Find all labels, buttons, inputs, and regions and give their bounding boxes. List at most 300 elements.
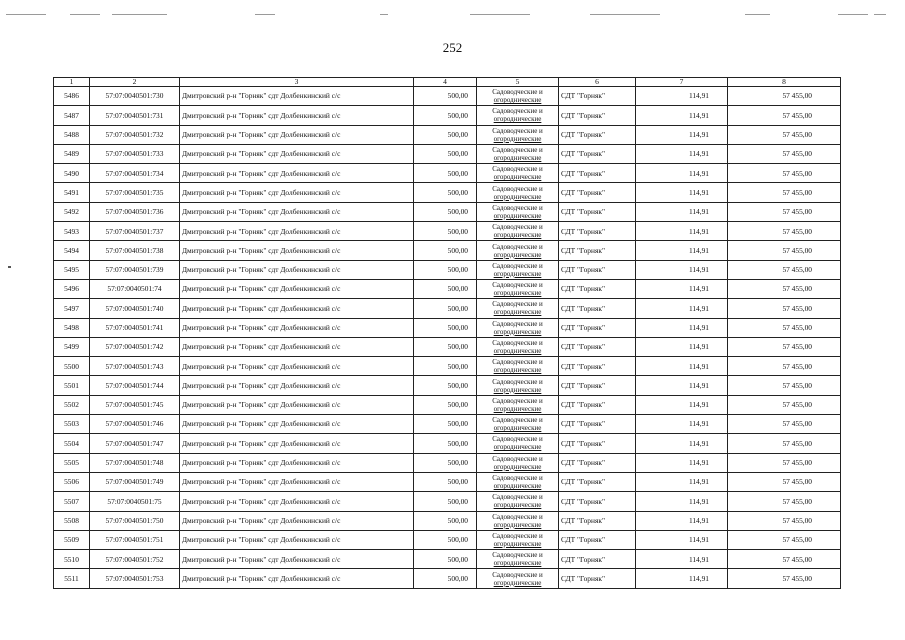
- land-use-line-1: Садоводческие и: [492, 223, 543, 232]
- plot-location: Дмитровский р-н "Горняк" сдт Долбенкинский с/с: [180, 395, 414, 414]
- plot-location: Дмитровский р-н "Горняк" сдт Долбенкинский с/с: [180, 241, 414, 260]
- plot-area: 500,00: [414, 415, 477, 434]
- owner: СДТ "Горняк": [559, 260, 636, 279]
- land-use-line-1: Садоводческие и: [492, 435, 543, 444]
- cadastral-number: 57:07:0040501:748: [90, 453, 180, 472]
- land-use: [477, 492, 559, 511]
- land-use: [477, 434, 559, 453]
- cadastral-number: 57:07:0040501:739: [90, 260, 180, 279]
- land-use-line-1: Садоводческие и: [492, 531, 543, 540]
- plot-location: Дмитровский р-н "Горняк" сдт Долбенкинский с/с: [180, 222, 414, 241]
- land-use-line-2: огороднические: [493, 308, 542, 317]
- land-use-line-2: огороднические: [493, 289, 542, 298]
- plot-area: 500,00: [414, 511, 477, 530]
- land-use: [477, 472, 559, 491]
- table-row: [54, 569, 841, 588]
- land-use: [477, 202, 559, 221]
- row-number: 5497: [54, 299, 90, 318]
- row-number: 5489: [54, 144, 90, 163]
- cadastral-number: 57:07:0040501:744: [90, 376, 180, 395]
- plot-location: Дмитровский р-н "Горняк" сдт Долбенкинский с/с: [180, 472, 414, 491]
- total-value: 57 455,00: [728, 299, 841, 318]
- land-use-line-2: огороднические: [493, 211, 542, 220]
- unit-price: 114,91: [636, 550, 728, 569]
- land-use: [477, 279, 559, 298]
- land-use-line-1: Садоводческие и: [492, 281, 543, 290]
- total-value: 57 455,00: [728, 125, 841, 144]
- cadastral-number: 57:07:0040501:734: [90, 164, 180, 183]
- land-use: [477, 569, 559, 588]
- total-value: 57 455,00: [728, 279, 841, 298]
- plot-location: Дмитровский р-н "Горняк" сдт Долбенкинский с/с: [180, 569, 414, 588]
- margin-mark: [8, 266, 11, 268]
- owner: СДТ "Горняк": [559, 279, 636, 298]
- unit-price: 114,91: [636, 299, 728, 318]
- land-use: [477, 337, 559, 356]
- cadastral-number: 57:07:0040501:736: [90, 202, 180, 221]
- owner: СДТ "Горняк": [559, 357, 636, 376]
- plot-area: 500,00: [414, 569, 477, 588]
- land-use-line-1: Садоводческие и: [492, 493, 543, 502]
- column-number-4: 4: [414, 78, 477, 87]
- table-row: [54, 106, 841, 125]
- land-use-line-1: Садоводческие и: [492, 300, 543, 309]
- land-use: [477, 241, 559, 260]
- row-number: 5492: [54, 202, 90, 221]
- plot-location: Дмитровский р-н "Горняк" сдт Долбенкинский с/с: [180, 550, 414, 569]
- land-use-line-2: огороднические: [493, 96, 542, 105]
- table-row: [54, 279, 841, 298]
- land-use-line-1: Садоводческие и: [492, 146, 543, 155]
- cadastral-number: 57:07:0040501:737: [90, 222, 180, 241]
- row-number: 5488: [54, 125, 90, 144]
- land-use-line-2: огороднические: [493, 250, 542, 259]
- plot-location: Дмитровский р-н "Горняк" сдт Долбенкинский с/с: [180, 106, 414, 125]
- total-value: 57 455,00: [728, 183, 841, 202]
- land-use: [477, 530, 559, 549]
- column-number-5: 5: [477, 78, 559, 87]
- plot-area: 500,00: [414, 337, 477, 356]
- land-use-line-2: огороднические: [493, 192, 542, 201]
- owner: СДТ "Горняк": [559, 106, 636, 125]
- row-number: 5499: [54, 337, 90, 356]
- owner: СДТ "Горняк": [559, 434, 636, 453]
- unit-price: 114,91: [636, 453, 728, 472]
- land-use-line-1: Садоводческие и: [492, 551, 543, 560]
- cadastral-number: 57:07:0040501:747: [90, 434, 180, 453]
- land-use-line-2: огороднические: [493, 385, 542, 394]
- unit-price: 114,91: [636, 530, 728, 549]
- unit-price: 114,91: [636, 144, 728, 163]
- row-number: 5487: [54, 106, 90, 125]
- total-value: 57 455,00: [728, 530, 841, 549]
- plot-area: 500,00: [414, 183, 477, 202]
- land-use-line-2: огороднические: [493, 404, 542, 413]
- unit-price: 114,91: [636, 472, 728, 491]
- land-use: [477, 376, 559, 395]
- land-use-line-2: огороднические: [493, 154, 542, 163]
- row-number: 5510: [54, 550, 90, 569]
- plot-area: 500,00: [414, 453, 477, 472]
- row-number: 5503: [54, 415, 90, 434]
- table-row: [54, 530, 841, 549]
- cadastral-number: 57:07:0040501:752: [90, 550, 180, 569]
- plot-area: 500,00: [414, 125, 477, 144]
- plot-location: Дмитровский р-н "Горняк" сдт Долбенкинский с/с: [180, 434, 414, 453]
- land-use-line-1: Садоводческие и: [492, 512, 543, 521]
- land-use-line-2: огороднические: [493, 501, 542, 510]
- cadastral-number: 57:07:0040501:738: [90, 241, 180, 260]
- unit-price: 114,91: [636, 357, 728, 376]
- cadastral-number: 57:07:0040501:740: [90, 299, 180, 318]
- total-value: 57 455,00: [728, 376, 841, 395]
- plot-area: 500,00: [414, 357, 477, 376]
- table-row: [54, 453, 841, 472]
- row-number: 5501: [54, 376, 90, 395]
- total-value: 57 455,00: [728, 492, 841, 511]
- land-use: [477, 260, 559, 279]
- unit-price: 114,91: [636, 202, 728, 221]
- land-use-line-1: Садоводческие и: [492, 242, 543, 251]
- table-row: [54, 434, 841, 453]
- land-use: [477, 183, 559, 202]
- column-number-7: 7: [636, 78, 728, 87]
- table-row: [54, 144, 841, 163]
- unit-price: 114,91: [636, 376, 728, 395]
- plot-location: Дмитровский р-н "Горняк" сдт Долбенкинский с/с: [180, 87, 414, 106]
- row-number: 5494: [54, 241, 90, 260]
- owner: СДТ "Горняк": [559, 144, 636, 163]
- unit-price: 114,91: [636, 87, 728, 106]
- row-number: 5507: [54, 492, 90, 511]
- land-use-line-2: огороднические: [493, 115, 542, 124]
- owner: СДТ "Горняк": [559, 453, 636, 472]
- plot-location: Дмитровский р-н "Горняк" сдт Долбенкинский с/с: [180, 337, 414, 356]
- row-number: 5504: [54, 434, 90, 453]
- land-use-line-1: Садоводческие и: [492, 570, 543, 579]
- owner: СДТ "Горняк": [559, 125, 636, 144]
- cadastral-number: 57:07:0040501:746: [90, 415, 180, 434]
- land-plot-table: [53, 77, 841, 589]
- owner: СДТ "Горняк": [559, 87, 636, 106]
- plot-area: 500,00: [414, 241, 477, 260]
- cadastral-number: 57:07:0040501:745: [90, 395, 180, 414]
- owner: СДТ "Горняк": [559, 569, 636, 588]
- row-number: 5508: [54, 511, 90, 530]
- unit-price: 114,91: [636, 279, 728, 298]
- column-number-8: 8: [728, 78, 841, 87]
- owner: СДТ "Горняк": [559, 472, 636, 491]
- owner: СДТ "Горняк": [559, 222, 636, 241]
- land-use: [477, 144, 559, 163]
- row-number: 5495: [54, 260, 90, 279]
- land-use: [477, 318, 559, 337]
- land-use-line-2: огороднические: [493, 134, 542, 143]
- plot-area: 500,00: [414, 434, 477, 453]
- plot-location: Дмитровский р-н "Горняк" сдт Долбенкинский с/с: [180, 260, 414, 279]
- land-use-line-2: огороднические: [493, 578, 542, 587]
- table-row: [54, 492, 841, 511]
- land-use-line-1: Садоводческие и: [492, 107, 543, 116]
- total-value: 57 455,00: [728, 357, 841, 376]
- land-use-line-2: огороднические: [493, 231, 542, 240]
- total-value: 57 455,00: [728, 415, 841, 434]
- table-row: [54, 125, 841, 144]
- total-value: 57 455,00: [728, 453, 841, 472]
- plot-area: 500,00: [414, 87, 477, 106]
- owner: СДТ "Горняк": [559, 183, 636, 202]
- unit-price: 114,91: [636, 222, 728, 241]
- table-row: [54, 241, 841, 260]
- plot-location: Дмитровский р-н "Горняк" сдт Долбенкинский с/с: [180, 125, 414, 144]
- cadastral-number: 57:07:0040501:753: [90, 569, 180, 588]
- table-row: [54, 183, 841, 202]
- unit-price: 114,91: [636, 164, 728, 183]
- land-use-line-2: огороднические: [493, 173, 542, 182]
- land-use-line-2: огороднические: [493, 424, 542, 433]
- plot-location: Дмитровский р-н "Горняк" сдт Долбенкинский с/с: [180, 164, 414, 183]
- land-use: [477, 87, 559, 106]
- table-row: [54, 415, 841, 434]
- plot-area: 500,00: [414, 164, 477, 183]
- cadastral-number: 57:07:0040501:751: [90, 530, 180, 549]
- column-number-2: 2: [90, 78, 180, 87]
- table-row: [54, 222, 841, 241]
- plot-location: Дмитровский р-н "Горняк" сдт Долбенкинский с/с: [180, 144, 414, 163]
- land-use-line-1: Садоводческие и: [492, 377, 543, 386]
- cadastral-number: 57:07:0040501:749: [90, 472, 180, 491]
- plot-location: Дмитровский р-н "Горняк" сдт Долбенкинский с/с: [180, 376, 414, 395]
- table-row: [54, 550, 841, 569]
- land-use-line-1: Садоводческие и: [492, 474, 543, 483]
- total-value: 57 455,00: [728, 222, 841, 241]
- land-use: [477, 106, 559, 125]
- row-number: 5511: [54, 569, 90, 588]
- plot-area: 500,00: [414, 472, 477, 491]
- land-use: [477, 415, 559, 434]
- total-value: 57 455,00: [728, 472, 841, 491]
- plot-area: 500,00: [414, 279, 477, 298]
- land-use-line-1: Садоводческие и: [492, 358, 543, 367]
- table-row: [54, 337, 841, 356]
- land-use-line-2: огороднические: [493, 482, 542, 491]
- plot-location: Дмитровский р-н "Горняк" сдт Долбенкинский с/с: [180, 453, 414, 472]
- total-value: 57 455,00: [728, 164, 841, 183]
- land-use-line-2: огороднические: [493, 559, 542, 568]
- table-row: [54, 511, 841, 530]
- plot-area: 500,00: [414, 299, 477, 318]
- land-use-line-1: Садоводческие и: [492, 184, 543, 193]
- row-number: 5505: [54, 453, 90, 472]
- row-number: 5506: [54, 472, 90, 491]
- plot-area: 500,00: [414, 222, 477, 241]
- plot-location: Дмитровский р-н "Горняк" сдт Долбенкинский с/с: [180, 279, 414, 298]
- owner: СДТ "Горняк": [559, 550, 636, 569]
- unit-price: 114,91: [636, 318, 728, 337]
- land-use-line-2: огороднические: [493, 269, 542, 278]
- plot-location: Дмитровский р-н "Горняк" сдт Долбенкинский с/с: [180, 318, 414, 337]
- owner: СДТ "Горняк": [559, 318, 636, 337]
- plot-location: Дмитровский р-н "Горняк" сдт Долбенкинский с/с: [180, 183, 414, 202]
- owner: СДТ "Горняк": [559, 511, 636, 530]
- plot-area: 500,00: [414, 492, 477, 511]
- cadastral-number: 57:07:0040501:750: [90, 511, 180, 530]
- row-number: 5491: [54, 183, 90, 202]
- row-number: 5509: [54, 530, 90, 549]
- row-number: 5500: [54, 357, 90, 376]
- table-row: [54, 164, 841, 183]
- land-use-line-2: огороднические: [493, 347, 542, 355]
- cadastral-number: 57:07:0040501:743: [90, 357, 180, 376]
- plot-location: Дмитровский р-н "Горняк" сдт Долбенкинский с/с: [180, 530, 414, 549]
- total-value: 57 455,00: [728, 511, 841, 530]
- total-value: 57 455,00: [728, 337, 841, 356]
- plot-area: 500,00: [414, 376, 477, 395]
- plot-location: Дмитровский р-н "Горняк" сдт Долбенкинский с/с: [180, 357, 414, 376]
- plot-area: 500,00: [414, 202, 477, 221]
- total-value: 57 455,00: [728, 569, 841, 588]
- cadastral-number: 57:07:0040501:732: [90, 125, 180, 144]
- plot-location: Дмитровский р-н "Горняк" сдт Долбенкинский с/с: [180, 299, 414, 318]
- owner: СДТ "Горняк": [559, 376, 636, 395]
- owner: СДТ "Горняк": [559, 202, 636, 221]
- cadastral-number: 57:07:0040501:74: [90, 279, 180, 298]
- row-number: 5486: [54, 87, 90, 106]
- row-number: 5493: [54, 222, 90, 241]
- row-number: 5490: [54, 164, 90, 183]
- table-body: [54, 87, 841, 589]
- plot-area: 500,00: [414, 106, 477, 125]
- column-number-6: 6: [559, 78, 636, 87]
- column-number-1: 1: [54, 78, 90, 87]
- owner: СДТ "Горняк": [559, 241, 636, 260]
- unit-price: 114,91: [636, 183, 728, 202]
- plot-location: Дмитровский р-н "Горняк" сдт Долбенкинский с/с: [180, 511, 414, 530]
- plot-area: 500,00: [414, 395, 477, 414]
- cadastral-number: 57:07:0040501:730: [90, 87, 180, 106]
- column-number-row: [54, 78, 841, 87]
- unit-price: 114,91: [636, 241, 728, 260]
- unit-price: 114,91: [636, 511, 728, 530]
- land-use: [477, 395, 559, 414]
- cadastral-number: 57:07:0040501:742: [90, 337, 180, 356]
- land-use: [477, 357, 559, 376]
- table-row: [54, 357, 841, 376]
- unit-price: 114,91: [636, 260, 728, 279]
- total-value: 57 455,00: [728, 434, 841, 453]
- table-row: [54, 395, 841, 414]
- page-number: 252: [442, 40, 463, 55]
- owner: СДТ "Горняк": [559, 164, 636, 183]
- land-use-line-2: огороднические: [493, 366, 542, 375]
- owner: СДТ "Горняк": [559, 395, 636, 414]
- land-use: [477, 511, 559, 530]
- land-use-line-2: огороднические: [493, 443, 542, 452]
- land-use-line-1: Садоводческие и: [492, 165, 543, 174]
- table-row: [54, 376, 841, 395]
- plot-area: 500,00: [414, 318, 477, 337]
- table-row: [54, 87, 841, 106]
- table-row: [54, 318, 841, 337]
- land-use-line-2: огороднические: [493, 327, 542, 336]
- land-use-line-1: Садоводческие и: [492, 396, 543, 405]
- plot-location: Дмитровский р-н "Горняк" сдт Долбенкинский с/с: [180, 492, 414, 511]
- land-use-line-2: огороднические: [493, 462, 542, 471]
- cadastral-number: 57:07:0040501:733: [90, 144, 180, 163]
- land-use: [477, 222, 559, 241]
- unit-price: 114,91: [636, 125, 728, 144]
- land-use-line-2: огороднические: [493, 539, 542, 548]
- land-use: [477, 550, 559, 569]
- unit-price: 114,91: [636, 492, 728, 511]
- cadastral-number: 57:07:0040501:731: [90, 106, 180, 125]
- row-number: 5498: [54, 318, 90, 337]
- land-use-line-1: Садоводческие и: [492, 261, 543, 270]
- land-use-line-1: Садоводческие и: [492, 454, 543, 463]
- unit-price: 114,91: [636, 415, 728, 434]
- total-value: 57 455,00: [728, 260, 841, 279]
- unit-price: 114,91: [636, 395, 728, 414]
- land-use-line-2: огороднические: [493, 520, 542, 529]
- land-use-line-1: Садоводческие и: [492, 203, 543, 212]
- total-value: 57 455,00: [728, 106, 841, 125]
- total-value: 57 455,00: [728, 550, 841, 569]
- land-use-line-1: Садоводческие и: [492, 339, 543, 347]
- total-value: 57 455,00: [728, 318, 841, 337]
- land-use: [477, 125, 559, 144]
- owner: СДТ "Горняк": [559, 415, 636, 434]
- column-number-3: 3: [180, 78, 414, 87]
- plot-area: 500,00: [414, 530, 477, 549]
- owner: СДТ "Горняк": [559, 299, 636, 318]
- land-use: [477, 453, 559, 472]
- cadastral-number: 57:07:0040501:75: [90, 492, 180, 511]
- table-row: [54, 202, 841, 221]
- land-use: [477, 164, 559, 183]
- table-row: [54, 260, 841, 279]
- unit-price: 114,91: [636, 434, 728, 453]
- unit-price: 114,91: [636, 569, 728, 588]
- unit-price: 114,91: [636, 106, 728, 125]
- land-use-line-1: Садоводческие и: [492, 416, 543, 425]
- total-value: 57 455,00: [728, 87, 841, 106]
- plot-location: Дмитровский р-н "Горняк" сдт Долбенкинский с/с: [180, 202, 414, 221]
- land-use: [477, 299, 559, 318]
- total-value: 57 455,00: [728, 241, 841, 260]
- owner: СДТ "Горняк": [559, 337, 636, 356]
- scan-artifact-strip: [0, 8, 905, 18]
- unit-price: 114,91: [636, 337, 728, 356]
- cadastral-number: 57:07:0040501:741: [90, 318, 180, 337]
- land-use-line-1: Садоводческие и: [492, 88, 543, 97]
- total-value: 57 455,00: [728, 202, 841, 221]
- land-use-line-1: Садоводческие и: [492, 126, 543, 135]
- plot-location: Дмитровский р-н "Горняк" сдт Долбенкинский с/с: [180, 415, 414, 434]
- cadastral-number: 57:07:0040501:735: [90, 183, 180, 202]
- total-value: 57 455,00: [728, 395, 841, 414]
- row-number: 5502: [54, 395, 90, 414]
- table-row: [54, 299, 841, 318]
- plot-area: 500,00: [414, 144, 477, 163]
- total-value: 57 455,00: [728, 144, 841, 163]
- owner: СДТ "Горняк": [559, 492, 636, 511]
- plot-area: 500,00: [414, 260, 477, 279]
- row-number: 5496: [54, 279, 90, 298]
- plot-area: 500,00: [414, 550, 477, 569]
- land-use-line-1: Садоводческие и: [492, 319, 543, 328]
- table-row: [54, 472, 841, 491]
- owner: СДТ "Горняк": [559, 530, 636, 549]
